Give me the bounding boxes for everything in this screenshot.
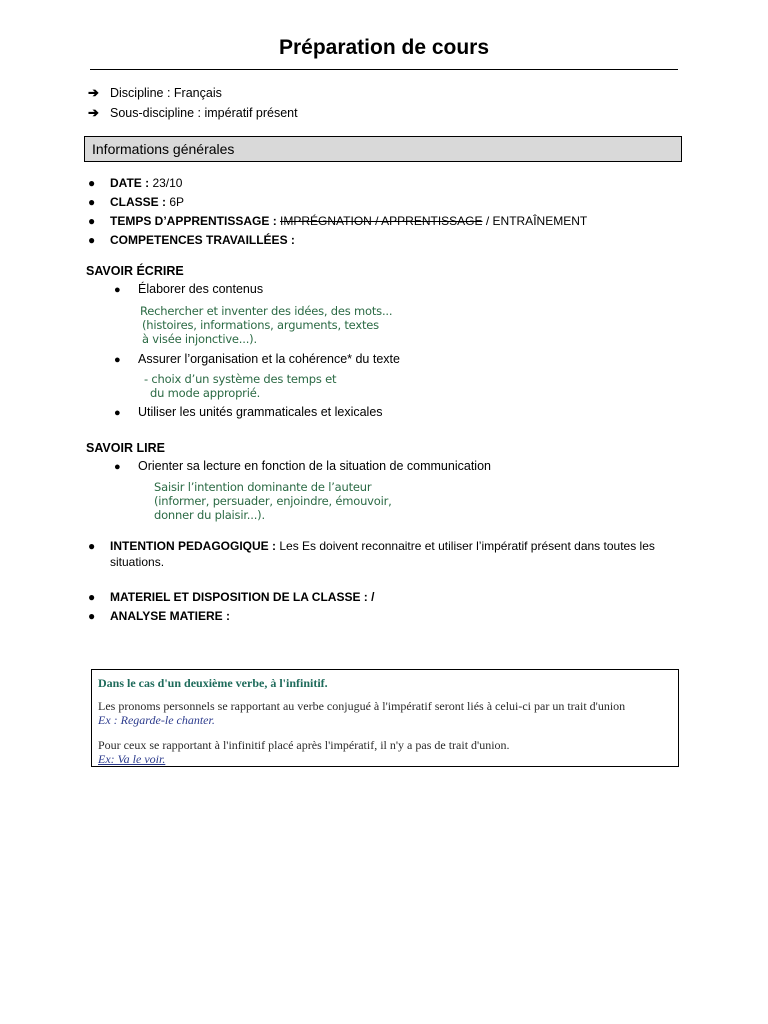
info-value: 23/10 [152, 176, 183, 190]
note-line: (histoires, informations, arguments, textes [142, 318, 379, 332]
info-label: COMPETENCES TRAVAILLÉES : [110, 233, 295, 247]
info-label: CLASSE : [110, 195, 170, 209]
grammar-example: Ex: Va le voir. [98, 752, 166, 766]
note-line: (informer, persuader, enjoindre, émouvoir, [154, 494, 392, 508]
skill-label: Orienter sa lecture en fonction de la situation de communication [138, 459, 491, 473]
note-line: Saisir l’intention dominante de l’auteur [154, 480, 372, 494]
skill-label: Élaborer des contenus [138, 282, 264, 296]
right-arrow-icon: ➔ [88, 85, 99, 100]
page-title: Préparation de cours [278, 36, 490, 59]
bullet-dot-icon: ● [88, 539, 96, 553]
bullet-dot-icon: ● [88, 590, 96, 604]
info-value: / ENTRAÎNEMENT [482, 214, 588, 228]
info-list [88, 174, 587, 250]
info-temps [88, 212, 587, 231]
info-label: TEMPS D’APPRENTISSAGE : [110, 214, 281, 228]
info-label: INTENTION PEDAGOGIQUE : [110, 539, 280, 553]
header-item-discipline [88, 83, 298, 103]
final-list [88, 588, 374, 626]
bullet-dot-icon: ● [114, 407, 121, 419]
skill-item [114, 352, 400, 366]
grammar-rule-box [91, 669, 679, 767]
savoir-lire-heading: SAVOIR LIRE [86, 441, 165, 455]
struck-text: IMPRÉGNATION / APPRENTISSAGE [280, 214, 483, 228]
info-label: ANALYSE MATIERE : [110, 609, 231, 623]
info-competences [88, 231, 587, 250]
info-label: MATERIEL ET DISPOSITION DE LA CLASSE : / [110, 590, 375, 604]
right-arrow-icon: ➔ [88, 105, 99, 120]
grammar-text: Les pronoms personnels se rapportant au verbe conjugué à l'impératif seront liés à celui-ci par un trait d'union [98, 699, 626, 713]
info-date [88, 174, 587, 193]
info-value: 6P [169, 195, 185, 209]
note-line: à visée injonctive...). [142, 332, 257, 346]
skill-label: Utiliser les unités grammaticales et lexicales [138, 405, 383, 419]
handwritten-note [154, 480, 392, 522]
header-list [88, 83, 298, 123]
section-heading-box: Informations générales [84, 136, 682, 162]
intention-list [88, 538, 678, 570]
title-divider [90, 69, 678, 70]
skill-item [114, 405, 383, 419]
skill-item [114, 459, 491, 473]
note-line: - choix d’un système des temps et [144, 372, 337, 386]
grammar-example: Ex : Regarde-le chanter. [98, 713, 215, 727]
note-line: du mode approprié. [150, 386, 261, 400]
handwritten-note [140, 304, 392, 346]
handwritten-note [144, 372, 336, 400]
bullet-dot-icon: ● [88, 214, 96, 228]
grammar-text: Pour ceux se rapportant à l'infinitif placé après l'impératif, il n'y a pas de trait d'union. [98, 738, 510, 752]
bullet-dot-icon: ● [114, 284, 121, 296]
info-analyse [88, 607, 374, 626]
header-item-text: Discipline : Français [110, 86, 222, 100]
info-value: Les Es doivent reconnaitre et utiliser l’impératif présent dans toutes les situations. [110, 539, 655, 569]
info-label: DATE : [110, 176, 153, 190]
header-item-subdiscipline [88, 103, 298, 123]
bullet-dot-icon: ● [88, 195, 96, 209]
bullet-dot-icon: ● [114, 354, 121, 366]
grammar-title: Dans le cas d'un deuxième verbe, à l'infinitif. [98, 676, 328, 690]
bullet-dot-icon: ● [114, 461, 121, 473]
savoir-ecrire-heading: SAVOIR ÉCRIRE [86, 264, 184, 278]
skill-label: Assurer l’organisation et la cohérence* du texte [138, 352, 400, 366]
skill-item [114, 282, 263, 296]
bullet-dot-icon: ● [88, 233, 96, 247]
bullet-dot-icon: ● [88, 609, 96, 623]
info-intention [88, 538, 678, 570]
bullet-dot-icon: ● [88, 176, 96, 190]
note-line: Rechercher et inventer des idées, des mots... [140, 304, 393, 318]
note-line: donner du plaisir...). [154, 508, 265, 522]
info-classe [88, 193, 587, 212]
header-item-text: Sous-discipline : impératif présent [110, 106, 298, 120]
info-materiel [88, 588, 374, 607]
